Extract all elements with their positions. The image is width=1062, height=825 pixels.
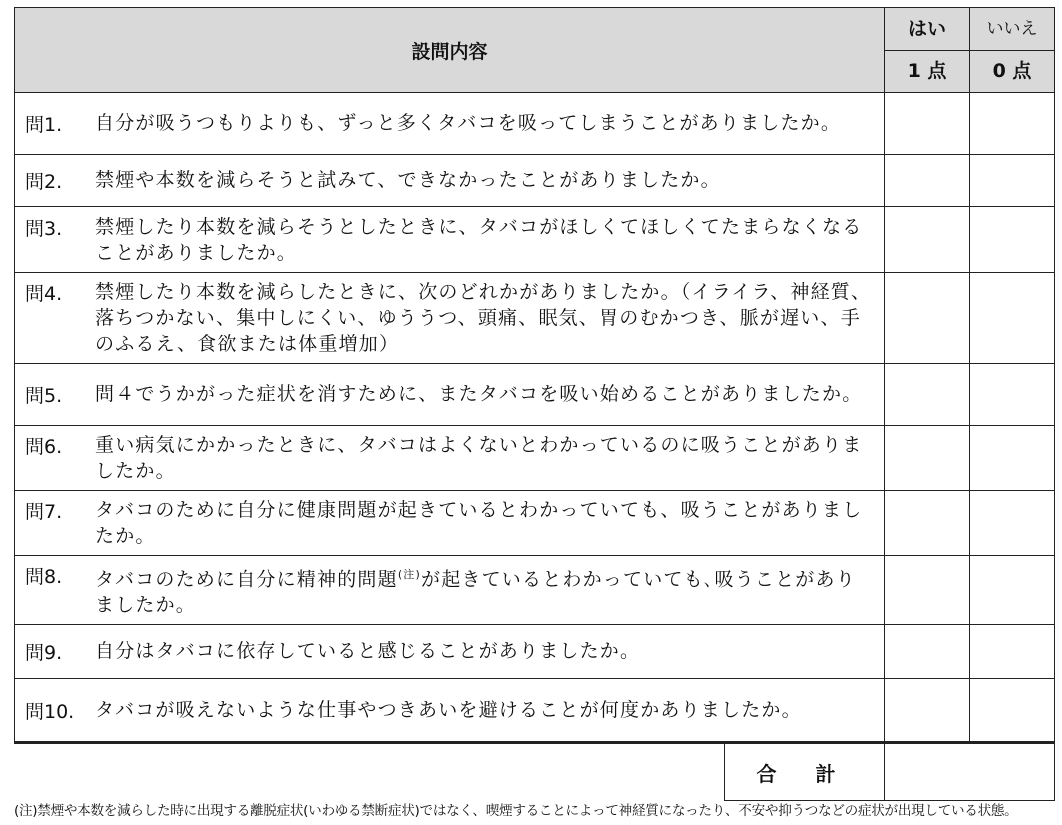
- header-no-points: 0 点: [970, 50, 1055, 93]
- question-row-8: [15, 556, 1055, 625]
- question-text: 自分が吸うつもりよりも、ずっと多くタバコを吸ってしまうことがありましたか。: [95, 112, 842, 134]
- header-yes-label: はい: [885, 8, 970, 51]
- question-cell: [15, 556, 885, 625]
- question-row-5: [15, 364, 1055, 426]
- question-number: 問5.: [25, 385, 63, 407]
- question-row-9: [15, 625, 1055, 679]
- header-row: [15, 8, 1055, 51]
- answer-no-cell[interactable]: [970, 679, 1055, 743]
- answer-no-cell[interactable]: [970, 625, 1055, 679]
- question-row-1: [15, 93, 1055, 155]
- answer-no-cell[interactable]: [970, 364, 1055, 426]
- answer-yes-cell[interactable]: [885, 679, 970, 743]
- question-number: 問7.: [25, 501, 63, 523]
- question-number: 問1.: [25, 114, 63, 136]
- question-row-7: [15, 491, 1055, 556]
- answer-yes-cell[interactable]: [885, 207, 970, 273]
- note-mark: (注): [397, 568, 421, 581]
- question-text: [95, 562, 876, 618]
- answer-yes-cell[interactable]: [885, 273, 970, 364]
- question-text: タバコが吸えないような仕事やつきあいを避けることが何度かありましたか。: [95, 699, 802, 722]
- question-text: 禁煙したり本数を減らそうとしたときに、タバコがほしくてほしくてたまらなくなることがありましたか。: [95, 215, 863, 264]
- total-spacer: [14, 743, 724, 801]
- question-cell: [15, 426, 885, 491]
- question-row-4: [15, 273, 1055, 364]
- question-text-part: タバコのために自分に精神的問題: [95, 568, 398, 591]
- question-text-part: が起きているとわかっていても､吸うことがありましたか。: [95, 568, 856, 617]
- question-text: タバコのために自分に健康問題が起きているとわかっていても、吸うことがありましたか。: [95, 499, 863, 547]
- question-row-10: [15, 679, 1055, 743]
- total-row: [14, 743, 1054, 801]
- question-text: 自分はタバコに依存していると感じることがありましたか。: [95, 640, 641, 663]
- question-number: 問10.: [25, 701, 75, 724]
- header-yes-points: 1 点: [885, 50, 970, 93]
- answer-yes-cell[interactable]: [885, 155, 970, 207]
- total-score-cell[interactable]: [884, 743, 1054, 801]
- question-cell: [15, 491, 885, 556]
- question-cell: [15, 625, 885, 679]
- question-number: 問4.: [25, 283, 63, 305]
- question-text: 禁煙したり本数を減らしたときに、次のどれかがありましたか。（イライラ、神経質、落ちつかない、集中しにくい、ゆううつ、頭痛、眠気、胃のむかつき、脈が遅い、手のふるえ、食欲または体重増加）: [95, 281, 872, 355]
- answer-no-cell[interactable]: [970, 273, 1055, 364]
- question-cell: [15, 679, 885, 743]
- footnote: (注)禁煙や本数を減らした時に出現する離脱症状(いわゆる禁断症状)ではなく、喫煙することによって神経質になったり、不安や抑うつなどの症状が出現している状態。: [14, 803, 1018, 819]
- answer-yes-cell[interactable]: [885, 93, 970, 155]
- question-text: 重い病気にかかったときに、タバコはよくないとわかっているのに吸うことがありましたか。: [95, 434, 863, 482]
- question-row-6: [15, 426, 1055, 491]
- answer-yes-cell[interactable]: [885, 625, 970, 679]
- question-row-2: [15, 155, 1055, 207]
- total-table: [14, 741, 1055, 801]
- question-number: 問3.: [25, 217, 63, 240]
- question-cell: [15, 93, 885, 155]
- answer-no-cell[interactable]: [970, 491, 1055, 556]
- question-text: 問４でうかがった症状を消すために、またタバコを吸い始めることがありましたか。: [95, 383, 863, 405]
- question-number: 問2.: [25, 171, 63, 193]
- answer-no-cell[interactable]: [970, 426, 1055, 491]
- question-text: 禁煙や本数を減らそうと試みて、できなかったことがありましたか。: [95, 169, 721, 191]
- question-row-3: [15, 207, 1055, 273]
- question-number: 問8.: [25, 566, 63, 588]
- answer-no-cell[interactable]: [970, 556, 1055, 625]
- answer-yes-cell[interactable]: [885, 491, 970, 556]
- answer-yes-cell[interactable]: [885, 556, 970, 625]
- header-no-label: いいえ: [970, 8, 1055, 51]
- question-number: 問9.: [25, 642, 63, 665]
- tds-questionnaire-table: [14, 7, 1055, 743]
- answer-yes-cell[interactable]: [885, 364, 970, 426]
- answer-no-cell[interactable]: [970, 93, 1055, 155]
- question-number: 問6.: [25, 436, 63, 458]
- answer-no-cell[interactable]: [970, 207, 1055, 273]
- question-cell: [15, 364, 885, 426]
- header-title: 設問内容: [15, 8, 885, 93]
- total-label: 合 計: [724, 743, 884, 801]
- question-cell: [15, 273, 885, 364]
- question-cell: [15, 207, 885, 273]
- answer-no-cell[interactable]: [970, 155, 1055, 207]
- question-cell: [15, 155, 885, 207]
- answer-yes-cell[interactable]: [885, 426, 970, 491]
